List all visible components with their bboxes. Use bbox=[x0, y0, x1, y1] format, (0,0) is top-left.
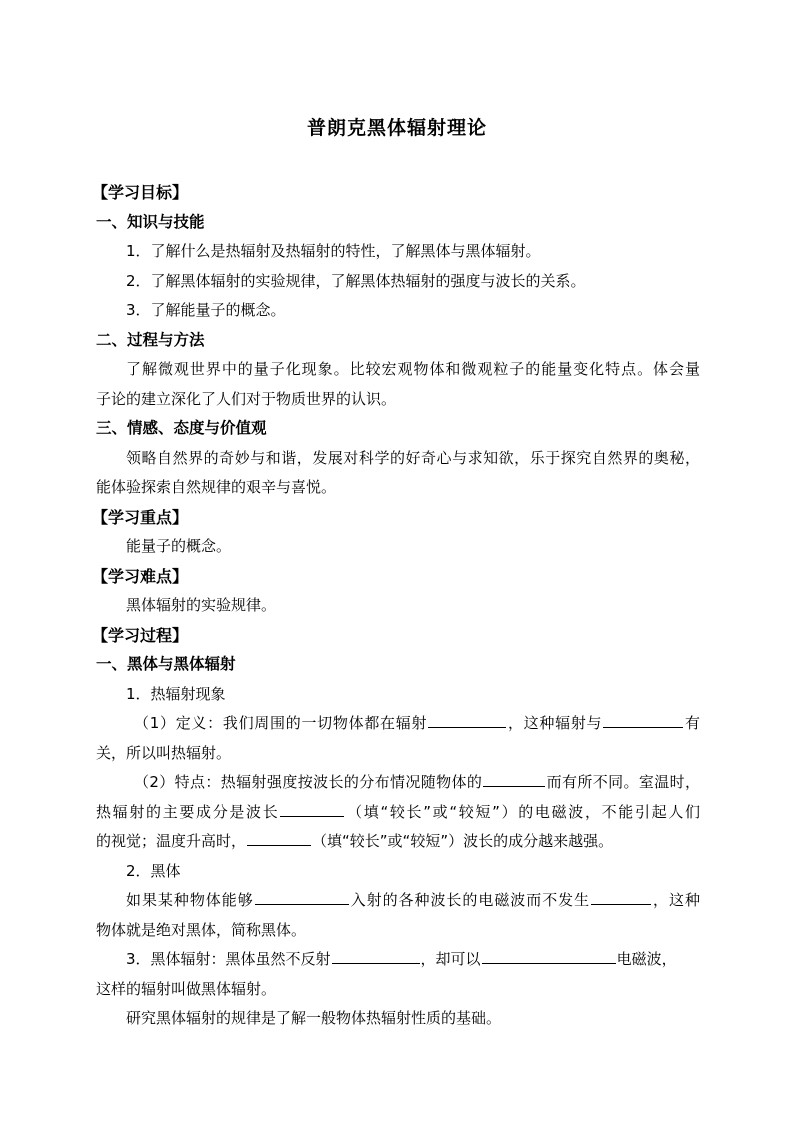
blackbody-radiation-line bbox=[96, 945, 700, 975]
fill-blank[interactable] bbox=[428, 713, 506, 728]
paragraph-line: 这样的辐射叫做黑体辐射。 bbox=[96, 979, 277, 998]
text-segment: （填“较长”或“较短”）波长的成分越来越强。 bbox=[312, 832, 614, 850]
feature-line bbox=[96, 798, 700, 828]
closing-paragraph: 研究黑体辐射的规律是了解一般物体热辐射性质的基础。 bbox=[126, 1009, 502, 1027]
list-item: 2．了解黑体辐射的实验规律，了解黑体热辐射的强度与波长的关系。 bbox=[126, 271, 586, 290]
text-segment: 有 bbox=[684, 714, 700, 732]
document-body bbox=[92, 178, 700, 1034]
text-segment: 而有所不同。室温时， bbox=[546, 773, 700, 791]
paragraph-line: 关，所以叫热辐射。 bbox=[96, 743, 232, 762]
feature-line bbox=[96, 827, 700, 857]
fill-blank[interactable] bbox=[332, 949, 420, 964]
text-segment: 电磁波， bbox=[616, 950, 677, 968]
text-segment: （1）定义：我们周围的一切物体都在辐射 bbox=[134, 714, 428, 732]
text-segment: 如果某种物体能够 bbox=[126, 891, 254, 909]
fill-blank[interactable] bbox=[255, 890, 349, 905]
section-heading-process: 【学习过程】 bbox=[92, 625, 189, 645]
key-points-text: 能量子的概念。 bbox=[126, 537, 232, 555]
text-segment: ，这种辐射与 bbox=[507, 714, 603, 732]
fill-blank[interactable] bbox=[483, 772, 545, 787]
fill-blank[interactable] bbox=[591, 890, 651, 905]
list-item: 3．了解能量子的概念。 bbox=[126, 301, 286, 319]
paragraph-line: 了解微观世界中的量子化现象。比较宏观物体和微观粒子的能量变化特点。体会量 bbox=[126, 360, 700, 378]
section-heading-difficult-points: 【学习难点】 bbox=[92, 566, 189, 586]
feature-line bbox=[96, 768, 700, 798]
subheading-blackbody: 一、黑体与黑体辐射 bbox=[96, 655, 236, 673]
text-segment: 的视觉；温度升高时， bbox=[96, 832, 247, 850]
subheading-emotion: 三、情感、态度与价值观 bbox=[96, 419, 267, 437]
text-segment: ，却可以 bbox=[420, 950, 481, 968]
difficult-points-text: 黑体辐射的实验规律。 bbox=[126, 596, 277, 614]
page-title: 普朗克黑体辐射理论 bbox=[306, 117, 487, 139]
paragraph-line: 能体验探索自然规律的艰辛与喜悦。 bbox=[96, 478, 337, 496]
subheading-process: 二、过程与方法 bbox=[96, 330, 205, 349]
subheading-knowledge: 一、知识与技能 bbox=[96, 212, 205, 231]
paragraph-line: 子论的建立深化了人们对于物质世界的认识。 bbox=[96, 389, 397, 408]
definition-line bbox=[96, 709, 700, 739]
paragraph-line: 领略自然界的奇妙与和谐，发展对科学的好奇心与求知欲，乐于探究自然界的奥秘， bbox=[126, 448, 700, 467]
text-segment: 3．黑体辐射：黑体虽然不反射 bbox=[126, 950, 331, 968]
text-segment: （填“较长”或“较短”）的电磁波，不能引起人们 bbox=[345, 802, 700, 821]
text-segment: （2）特点：热辐射强度按波长的分布情况随物体的 bbox=[134, 773, 483, 791]
fill-blank[interactable] bbox=[280, 802, 344, 817]
fill-blank[interactable] bbox=[482, 949, 616, 964]
sub-item-blackbody: 2．黑体 bbox=[126, 861, 181, 880]
list-item: 1．了解什么是热辐射及热辐射的特性，了解黑体与黑体辐射。 bbox=[126, 242, 541, 260]
fill-blank[interactable] bbox=[603, 713, 683, 728]
fill-blank[interactable] bbox=[247, 831, 311, 846]
section-heading-key-points: 【学习重点】 bbox=[92, 507, 189, 527]
text-segment: 入射的各种波长的电磁波而不发生 bbox=[349, 891, 591, 909]
paragraph-line: 物体就是绝对黑体，简称黑体。 bbox=[96, 920, 307, 939]
text-segment: 热辐射的主要成分是波长 bbox=[96, 802, 280, 821]
sub-item-thermal-radiation: 1．热辐射现象 bbox=[126, 684, 226, 703]
blackbody-line bbox=[96, 886, 700, 916]
section-heading-objectives: 【学习目标】 bbox=[92, 183, 189, 202]
text-segment: ，这种 bbox=[652, 891, 700, 909]
